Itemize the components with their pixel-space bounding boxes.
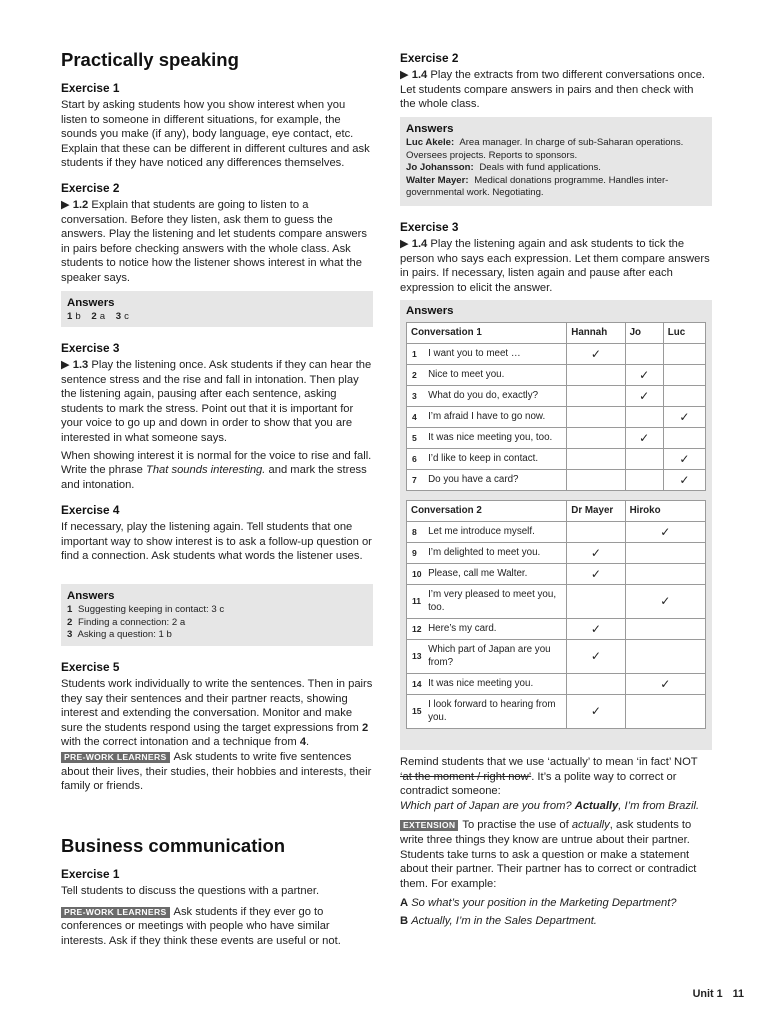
tick-cell [567, 585, 625, 619]
row-number: 14 [407, 674, 425, 695]
exercise-1-title: Exercise 1 [61, 81, 120, 95]
tick-cell [567, 365, 625, 386]
tick-cell [625, 407, 663, 428]
r-exercise-2-title: Exercise 2 [400, 51, 459, 65]
answer-line [406, 175, 706, 200]
tick-cell [625, 619, 705, 640]
answers-title: Answers [406, 123, 454, 135]
track-number: 1.3 [72, 359, 89, 371]
tick-cell: ✓ [625, 428, 663, 449]
row-expression: What do you do, exactly? [424, 386, 567, 407]
table-header: Hiroko [625, 501, 705, 522]
row-number: 5 [407, 428, 425, 449]
answer-num: 2 [67, 616, 73, 628]
track-number: 1.4 [411, 69, 428, 81]
table-row [407, 344, 706, 365]
page-number: 11 [732, 988, 744, 1001]
row-number: 8 [407, 522, 425, 543]
table-row [407, 619, 706, 640]
r-exercise-2-answers-box [400, 117, 712, 206]
exercise-5 [61, 660, 373, 794]
speaker-label: A [400, 897, 409, 910]
tick-cell [663, 386, 705, 407]
tick-cell: ✓ [567, 695, 625, 729]
person-name: Luc Akele: [406, 137, 455, 148]
text: When showing interest it is normal for the voice to rise and fall. Write the phrase [61, 449, 372, 477]
answer-val: a [99, 311, 106, 322]
table-body [407, 522, 706, 729]
section-title-business-communication: Business communication [61, 835, 286, 856]
pre-work-learners-tag: PRE-WORK LEARNERS [61, 907, 170, 918]
exercise-2-title: Exercise 2 [61, 181, 120, 195]
row-number: 2 [407, 365, 425, 386]
play-icon: ▶ [61, 199, 70, 211]
row-number: 4 [407, 407, 425, 428]
exercise-1 [61, 81, 373, 171]
row-number: 9 [407, 543, 425, 564]
exercise-2-answers-box [61, 291, 373, 327]
r-exercise-3 [400, 220, 712, 295]
remind-example [400, 799, 712, 814]
tick-cell [625, 564, 705, 585]
text: Students work individually to write the sentences. Then in pairs they say their sentences and their partner reacts, showing interest and extending the conversation. Monitor and make sure the students respond using the target expressions from [61, 678, 373, 734]
text: , ask students to write three things they know are untrue about their partner. Students take turns to ask a question or make a statement about their partner. Their partner has to correct or contradict them. For example: [400, 819, 697, 890]
bc-pre-work [61, 905, 373, 949]
tick-cell: ✓ [625, 522, 705, 543]
tick-cell [625, 640, 705, 674]
row-expression: I want you to meet … [424, 344, 567, 365]
table-row [407, 695, 706, 729]
exercise-5-text [61, 677, 373, 750]
exercise-2 [61, 181, 373, 286]
row-number: 13 [407, 640, 425, 674]
example-text: So what’s your position in the Marketing Department? [411, 897, 677, 910]
tick-cell [567, 386, 625, 407]
example-a [400, 896, 712, 911]
tick-cell [567, 674, 625, 695]
table-row [407, 543, 706, 564]
pre-work-learners-tag: PRE-WORK LEARNERS [61, 752, 170, 763]
exercise-3-text [61, 358, 373, 446]
answer-val: Suggesting keeping in contact: 3 c [78, 604, 225, 615]
tick-cell [625, 449, 663, 470]
table-header: Conversation 2 [407, 501, 567, 522]
answer-val: Asking a question: 1 b [77, 629, 172, 641]
tick-cell [567, 428, 625, 449]
r-exercise-2 [400, 51, 712, 112]
emphasis: actually [571, 819, 610, 832]
exercise-4-text: If necessary, play the listening again. Tell students that one important way to show interest is to ask a follow-up question or find a connection. Ask students what words the listener uses. [61, 521, 372, 563]
tick-cell: ✓ [625, 365, 663, 386]
answer-num: 1 [67, 604, 73, 615]
text: Which part of Japan are you from? [400, 799, 575, 812]
tick-cell [625, 695, 705, 729]
table-body [407, 344, 706, 491]
table-row [407, 428, 706, 449]
answer-line [67, 617, 367, 630]
ref: 2 [362, 721, 369, 734]
table-header: Dr Mayer [567, 501, 625, 522]
tick-cell [663, 428, 705, 449]
answer-val: b [75, 311, 81, 322]
tick-cell: ✓ [567, 619, 625, 640]
tick-cell: ✓ [567, 564, 625, 585]
remind-block [400, 755, 712, 929]
row-expression: Let me introduce myself. [424, 522, 567, 543]
tick-cell: ✓ [625, 674, 705, 695]
tick-cell: ✓ [663, 449, 705, 470]
answer-line [67, 629, 367, 642]
table-row [407, 470, 706, 491]
answer-num: 2 [91, 311, 97, 322]
exercise-3-title: Exercise 3 [61, 341, 120, 355]
row-expression: I’m delighted to meet you. [424, 543, 567, 564]
speaker-label: B [400, 914, 409, 927]
answer-line [406, 162, 706, 175]
answer-num: 3 [67, 629, 73, 641]
person-name: Jo Johansson: [406, 162, 474, 174]
answer-line [67, 604, 367, 617]
play-icon: ▶ [400, 238, 409, 250]
tick-cell: ✓ [567, 640, 625, 674]
exercise-3-body: Play the listening once. Ask students if they can hear the sentence stress and the rise and fall in intonation. Then play the listening again, pausing after each sentence, asking students to mark the stress. Point out that it is important for your voice to go up and down in order to show that you are interested in what someone says. [61, 359, 372, 444]
table-row [407, 449, 706, 470]
table-row [407, 640, 706, 674]
exercise-5-pre-work [61, 750, 373, 794]
tick-cell [625, 470, 663, 491]
table-header: Conversation 1 [407, 323, 567, 344]
track-number: 1.2 [72, 199, 89, 211]
text: , I’m from Brazil. [618, 799, 700, 812]
row-expression: I’d like to keep in contact. [424, 449, 567, 470]
table-header-row [407, 323, 706, 344]
tick-cell [663, 344, 705, 365]
text: Ask students if they ever go to conferences or meetings with people who have similar interests. Ask if they think these events are useful or not. [61, 905, 341, 947]
exercise-4-answers-box [61, 584, 373, 646]
play-icon: ▶ [61, 359, 70, 371]
row-number: 12 [407, 619, 425, 640]
tick-cell: ✓ [625, 585, 705, 619]
tick-cell [625, 344, 663, 365]
row-expression: It was nice meeting you, too. [424, 428, 567, 449]
r-exercise-3-text [400, 237, 712, 295]
text: and mark the stress and intonation. [61, 464, 367, 491]
row-number: 15 [407, 695, 425, 729]
r-exercise-2-text [400, 68, 712, 112]
table-row [407, 564, 706, 585]
bc-exercise-1-text: Tell students to discuss the questions with a partner. [61, 885, 320, 897]
section-title-practically-speaking: Practically speaking [61, 49, 239, 70]
answer-text: Area manager. In charge of sub-Saharan operations. Oversees projects. Reports to sponsors. [406, 137, 684, 161]
text: To practise the use of [462, 819, 572, 832]
exercise-3-text-2 [61, 449, 373, 493]
answer-line [406, 137, 706, 162]
table-row [407, 386, 706, 407]
extension-tag: EXTENSION [400, 820, 458, 831]
row-expression: Which part of Japan are you from? [424, 640, 567, 674]
answer-text: Medical donations programme. Handles inter-governmental work. Negotiating. [406, 174, 669, 199]
person-name: Walter Mayer: [406, 174, 469, 186]
phrase: That sounds interesting. [145, 464, 266, 477]
row-expression: I look forward to hearing from you. [424, 695, 567, 729]
row-number: 7 [407, 470, 425, 491]
ref: 4 [299, 736, 307, 749]
text: Play the extracts from two different conversations once. Let students compare answers in pairs and then check with the whole class. [400, 69, 706, 111]
tick-cell: ✓ [663, 470, 705, 491]
row-number: 10 [407, 564, 425, 585]
text: Play the listening again and ask students to tick the person who says each expression. Let them compare answers in pairs. If necessary, listen again and pause after each expression to elicit the answer. [400, 238, 710, 294]
table-row [407, 522, 706, 543]
tick-cell [567, 522, 625, 543]
r-exercise-3-title: Exercise 3 [400, 220, 459, 234]
conversation-2-table [406, 500, 706, 729]
answer-num: 1 [67, 311, 73, 322]
example-text: Actually, I’m in the Sales Department. [411, 914, 597, 927]
table-header: Luc [663, 323, 705, 344]
text: with the correct intonation and a technique from [61, 736, 300, 749]
emphasis: Actually [574, 799, 619, 812]
unit-label: Unit 1 [692, 988, 723, 1001]
answers-title: Answers [406, 305, 454, 317]
row-number: 3 [407, 386, 425, 407]
answers-title: Answers [67, 297, 115, 309]
row-expression: I’m afraid I have to go now. [424, 407, 567, 428]
row-number: 6 [407, 449, 425, 470]
tick-cell: ✓ [567, 344, 625, 365]
answers-inline [67, 311, 367, 324]
track-number: 1.4 [411, 238, 428, 250]
page-footer [683, 987, 744, 1002]
answer-num: 3 [115, 311, 122, 322]
row-expression: Here’s my card. [424, 619, 567, 640]
tick-cell: ✓ [625, 386, 663, 407]
table-row [407, 585, 706, 619]
text: Remind students that we use ‘actually’ to mean ‘in fact’ NOT [400, 756, 698, 768]
row-expression: Nice to meet you. [424, 365, 567, 386]
row-expression: It was nice meeting you. [424, 674, 567, 695]
table-row [407, 365, 706, 386]
tick-cell [567, 470, 625, 491]
exercise-1-text: Start by asking students how you show interest when you listen to someone in different situations, for example, the sounds you make (if any), body language, eye contact, etc. Explain that these can be different in different cultures and ask students if they have noticed any differences themselves. [61, 99, 370, 170]
tick-cell [663, 365, 705, 386]
table-header: Jo [625, 323, 663, 344]
struck-text: ‘at the moment / right now’ [400, 770, 532, 783]
row-expression: Please, call me Walter. [424, 564, 567, 585]
play-icon: ▶ [400, 69, 409, 81]
answer-val: c [124, 311, 129, 322]
row-number: 1 [407, 344, 425, 365]
text: . It’s a polite way to correct or contradict someone: [400, 770, 677, 798]
table-row [407, 674, 706, 695]
answer-text: Deals with fund applications. [479, 162, 601, 174]
row-expression: Do you have a card? [424, 470, 567, 491]
bc-exercise-1-title: Exercise 1 [61, 867, 120, 881]
exercise-2-body: Explain that students are going to listen to a conversation. Before they listen, ask them to guess the answers. Play the listening and let students compare answers in pairs before checking answers with the whole class. Ask students to notice how the listener shows interest in what the speaker says. [61, 199, 367, 284]
exercise-3 [61, 341, 373, 492]
exercise-2-text [61, 198, 373, 286]
tick-cell [625, 543, 705, 564]
text: Ask students to write five sentences about their lives, their studies, their hobbies and interests, their family or friends. [61, 750, 372, 793]
tick-cell: ✓ [567, 543, 625, 564]
row-number: 11 [407, 585, 425, 619]
row-expression: I’m very pleased to meet you, too. [424, 585, 567, 619]
conversation-1-table [406, 322, 706, 491]
answers-title: Answers [67, 590, 115, 602]
tick-cell: ✓ [663, 407, 705, 428]
bc-exercise-1 [61, 867, 373, 948]
tick-cell [567, 407, 625, 428]
text: . [306, 736, 310, 749]
table-row [407, 407, 706, 428]
answer-val: Finding a connection: 2 a [78, 616, 186, 628]
example-b [400, 914, 712, 929]
table-header-row [407, 501, 706, 522]
table-header: Hannah [567, 323, 625, 344]
exercise-4-title: Exercise 4 [61, 503, 120, 517]
exercise-5-title: Exercise 5 [61, 660, 120, 674]
r-exercise-3-answers-box [400, 300, 712, 750]
remind-text [400, 755, 712, 799]
exercise-4 [61, 503, 373, 564]
tick-cell [567, 449, 625, 470]
extension-text [400, 818, 712, 891]
